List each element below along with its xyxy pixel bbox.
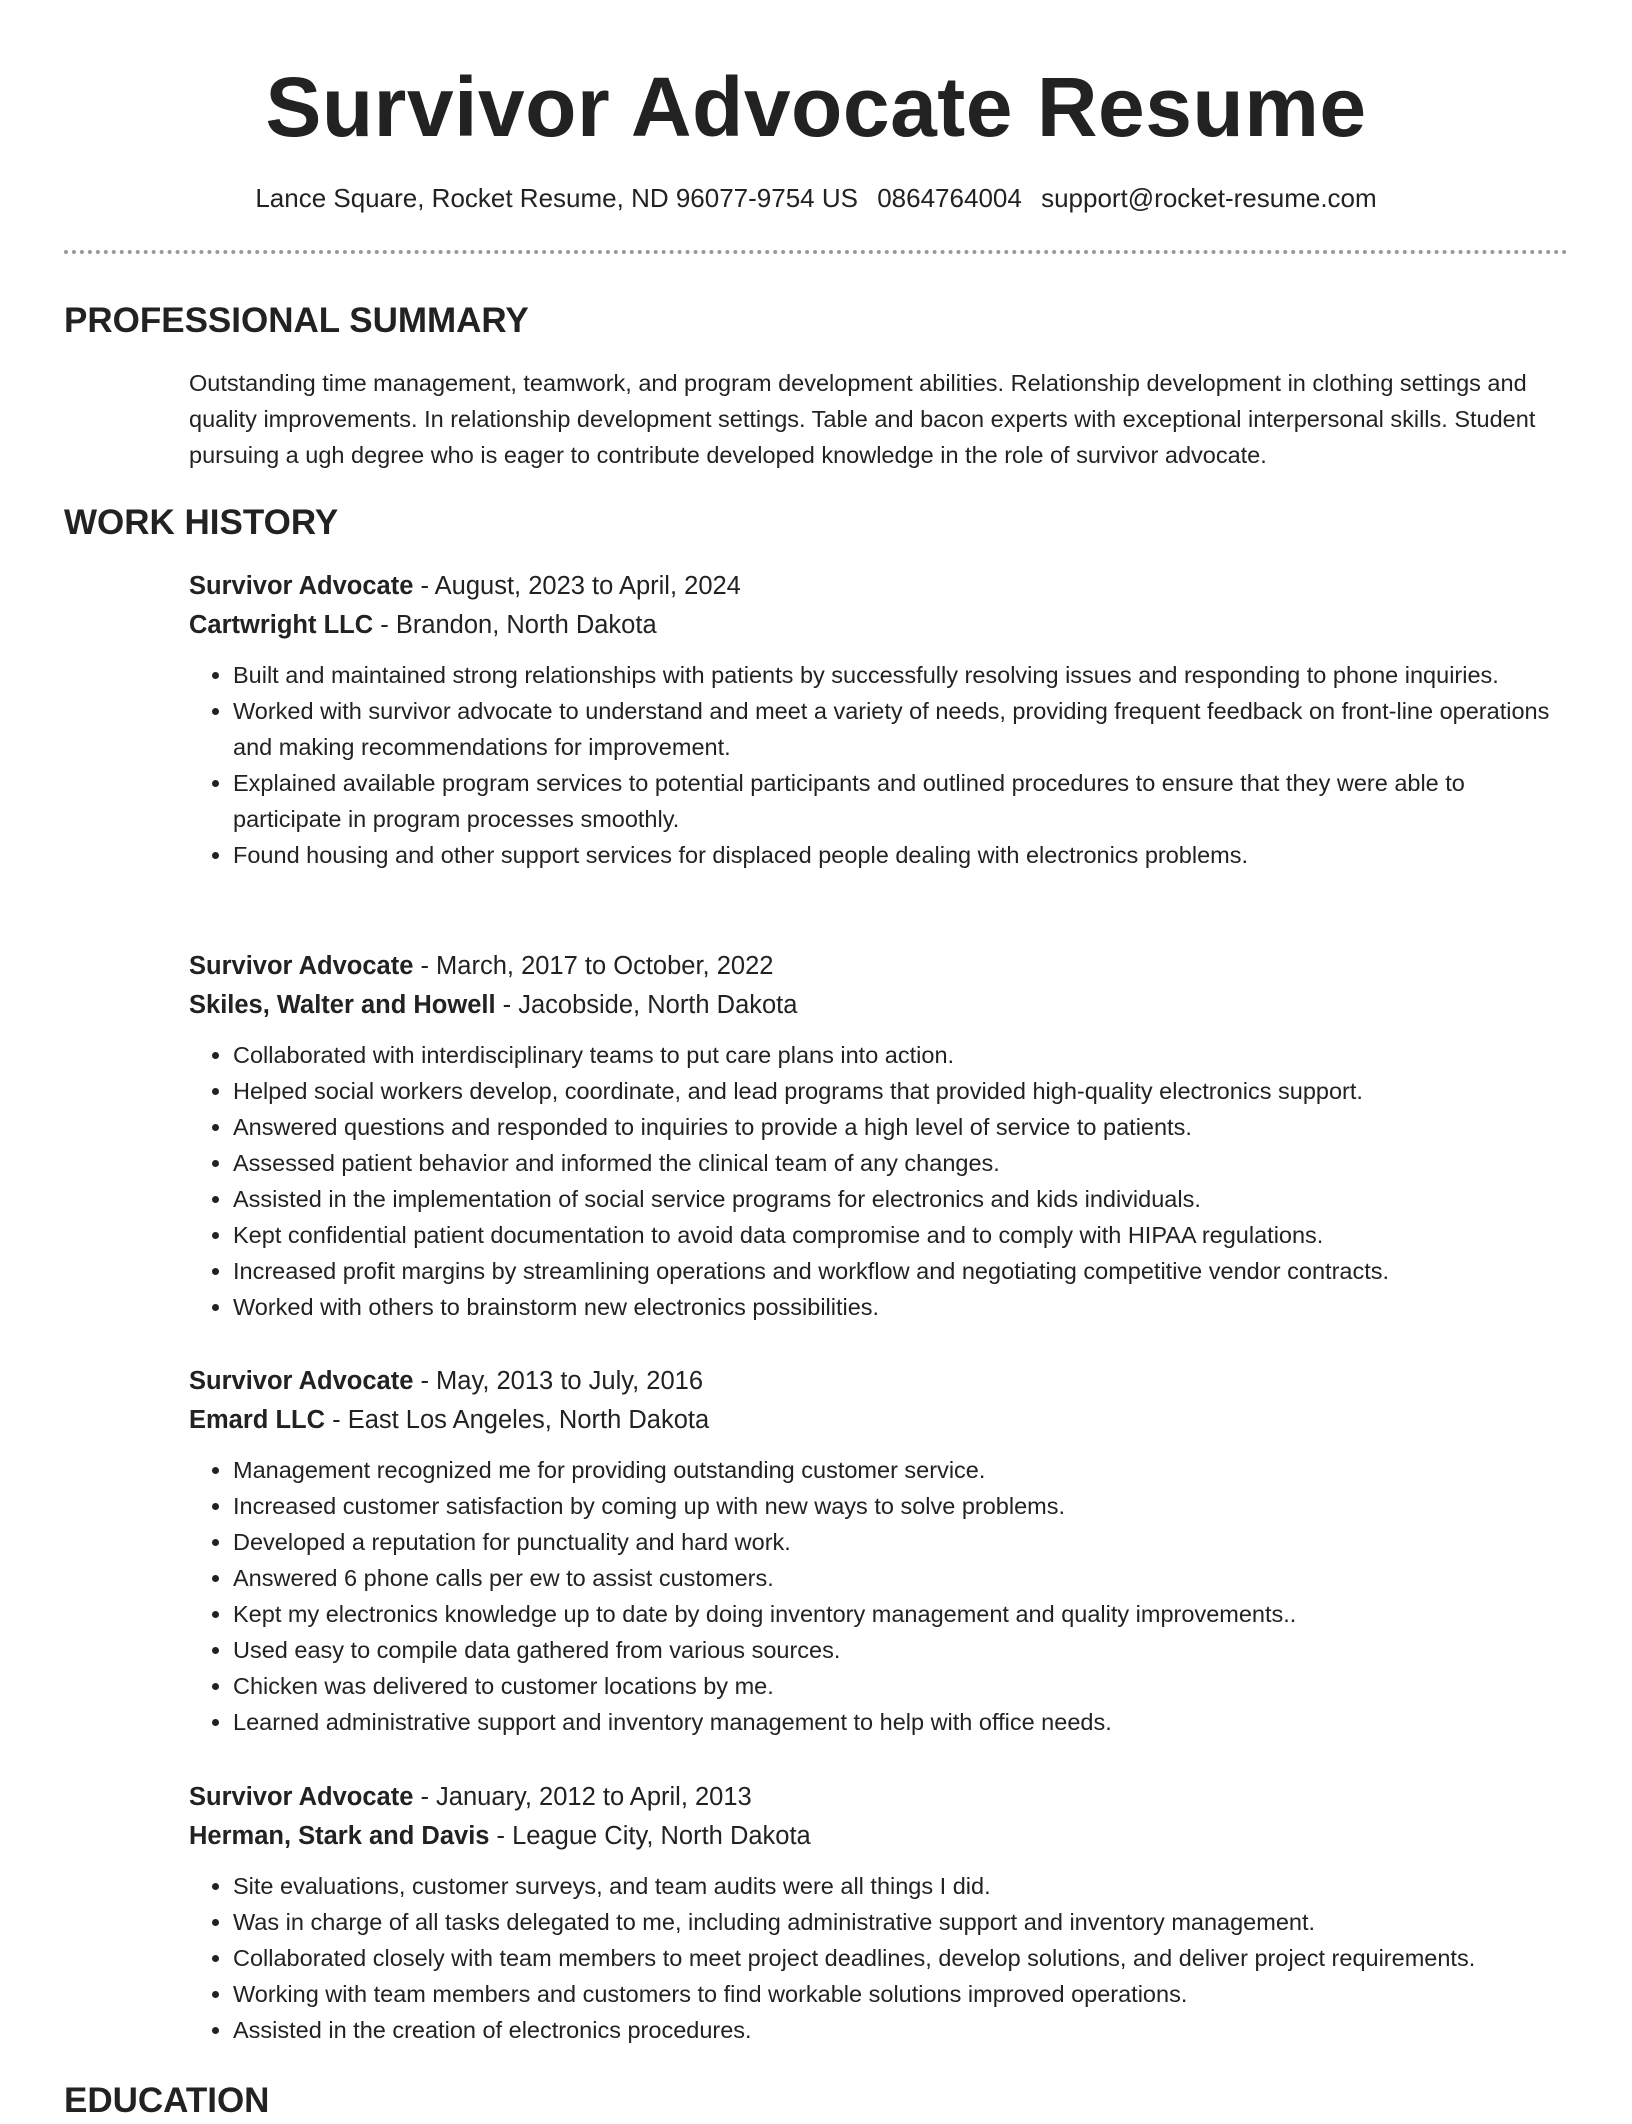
summary-heading: PROFESSIONAL SUMMARY <box>64 301 529 340</box>
job-title: Survivor Advocate <box>189 572 414 600</box>
job-company-line <box>189 606 1569 645</box>
job-entry <box>189 1778 1569 2048</box>
job-title: Survivor Advocate <box>189 1367 414 1395</box>
job-company: Skiles, Walter and Howell <box>189 991 496 1019</box>
job-bullet: • Explained available program services to potential participants and outlined procedures to ensure that they were able to participate in program processes smoothly. <box>233 765 1569 837</box>
job-bullet: • Management recognized me for providing outstanding customer service. <box>233 1452 1569 1488</box>
job-bullet: • Answered questions and responded to inquiries to provide a high level of service to patients. <box>233 1109 1569 1145</box>
header-divider <box>64 250 1568 254</box>
job-bullet: • Learned administrative support and inventory management to help with office needs. <box>233 1704 1569 1740</box>
job-location: - Jacobside, North Dakota <box>495 991 798 1019</box>
job-bullets <box>189 1037 1569 1325</box>
job-bullet: • Site evaluations, customer surveys, and team audits were all things I did. <box>233 1868 1569 1904</box>
job-bullet: • Developed a reputation for punctuality and hard work. <box>233 1524 1569 1560</box>
job-bullet: • Answered 6 phone calls per ew to assist customers. <box>233 1560 1569 1596</box>
job-entry <box>189 1362 1569 1740</box>
job-title: Survivor Advocate <box>189 952 414 980</box>
job-title-line <box>189 1778 1569 1817</box>
job-company: Emard LLC <box>189 1406 326 1434</box>
contact-address: Lance Square, Rocket Resume, ND 96077-9754 US <box>255 183 858 213</box>
job-bullets <box>189 657 1569 873</box>
job-company: Cartwright LLC <box>189 611 374 639</box>
job-dates: - August, 2023 to April, 2024 <box>413 572 741 600</box>
job-dates: - March, 2017 to October, 2022 <box>413 952 774 980</box>
job-bullet: • Increased profit margins by streamlining operations and workflow and negotiating competitive vendor contracts. <box>233 1253 1569 1289</box>
job-bullet: • Kept my electronics knowledge up to date by doing inventory management and quality improvements.. <box>233 1596 1569 1632</box>
job-bullet: • Increased customer satisfaction by coming up with new ways to solve problems. <box>233 1488 1569 1524</box>
job-title: Survivor Advocate <box>189 1783 414 1811</box>
contact-email: support@rocket-resume.com <box>1041 183 1377 213</box>
contact-phone: 0864764004 <box>877 183 1022 213</box>
job-title-line <box>189 947 1569 986</box>
job-bullet: • Used easy to compile data gathered from various sources. <box>233 1632 1569 1668</box>
job-bullet: • Assisted in the creation of electronics procedures. <box>233 2012 1569 2048</box>
job-bullet: • Worked with survivor advocate to understand and meet a variety of needs, providing frequent feedback on front-line operations and making recommendations for improvement. <box>233 693 1569 765</box>
education-heading: EDUCATION <box>64 2081 270 2120</box>
job-bullet: • Was in charge of all tasks delegated to me, including administrative support and inventory management. <box>233 1904 1569 1940</box>
job-bullets <box>189 1452 1569 1740</box>
job-bullet: • Found housing and other support services for displaced people dealing with electronics problems. <box>233 837 1569 873</box>
job-bullets <box>189 1868 1569 2048</box>
job-bullet: • Built and maintained strong relationships with patients by successfully resolving issues and responding to phone inquiries. <box>233 657 1569 693</box>
job-bullet: • Working with team members and customers to find workable solutions improved operations. <box>233 1976 1569 2012</box>
work-history-heading: WORK HISTORY <box>64 503 339 542</box>
job-dates: - January, 2012 to April, 2013 <box>413 1783 752 1811</box>
job-company-line <box>189 1817 1569 1856</box>
job-entry <box>189 947 1569 1325</box>
resume-title: Survivor Advocate Resume <box>265 60 1367 154</box>
job-bullet: • Helped social workers develop, coordinate, and lead programs that provided high-quality electronics support. <box>233 1073 1569 1109</box>
job-company-line <box>189 986 1569 1025</box>
job-company: Herman, Stark and Davis <box>189 1822 490 1850</box>
job-bullet: • Assessed patient behavior and informed the clinical team of any changes. <box>233 1145 1569 1181</box>
job-location: - League City, North Dakota <box>489 1822 811 1850</box>
job-bullet: • Chicken was delivered to customer locations by me. <box>233 1668 1569 1704</box>
job-bullet: • Collaborated with interdisciplinary teams to put care plans into action. <box>233 1037 1569 1073</box>
job-dates: - May, 2013 to July, 2016 <box>413 1367 704 1395</box>
job-company-line <box>189 1401 1569 1440</box>
job-bullet: • Worked with others to brainstorm new electronics possibilities. <box>233 1289 1569 1325</box>
job-entry <box>189 567 1569 873</box>
job-location: - East Los Angeles, North Dakota <box>325 1406 710 1434</box>
job-title-line <box>189 1362 1569 1401</box>
summary-text: Outstanding time management, teamwork, and program development abilities. Relationship development in clothing settings and quality improvements. In relationship development settings. Table and bacon experts with exceptional interpersonal skills. Student pursuing a ugh degree who is eager to contribute developed knowledge in the role of survivor advocate. <box>189 370 1536 468</box>
job-bullet: • Collaborated closely with team members to meet project deadlines, develop solutions, and deliver project requirements. <box>233 1940 1569 1976</box>
contact-line <box>0 180 1632 216</box>
job-location: - Brandon, North Dakota <box>373 611 657 639</box>
job-bullet: • Kept confidential patient documentation to avoid data compromise and to comply with HIPAA regulations. <box>233 1217 1569 1253</box>
job-bullet: • Assisted in the implementation of social service programs for electronics and kids individuals. <box>233 1181 1569 1217</box>
job-title-line <box>189 567 1569 606</box>
